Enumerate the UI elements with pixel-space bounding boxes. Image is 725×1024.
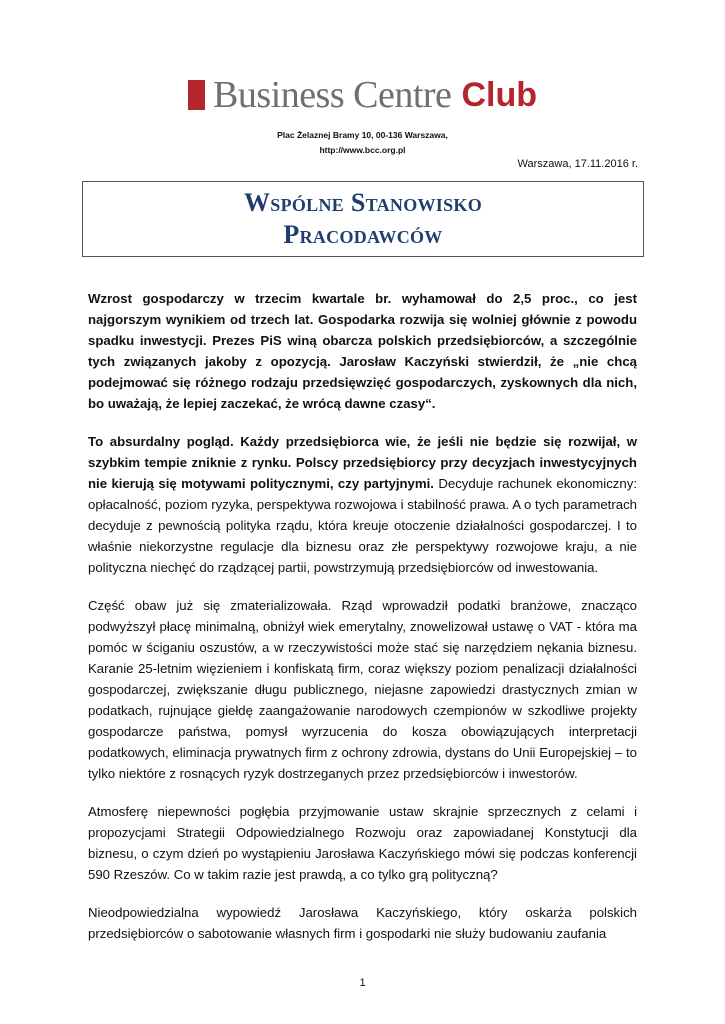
logo-business-centre-text: Business Centre [213,74,452,116]
paragraph-2 [88,431,637,578]
logo-club-text: Club [461,76,537,114]
paragraph-3: Część obaw już się zmaterializowała. Rząd wprowadził podatki branżowe, znacząco podwyższył płacę minimalną, obniżył wiek emerytalny, znowelizował ustawę o VAT - która ma pomóc w ściganiu oszustów, a w rzeczywistości może stać się narzędziem nękania biznesu. Karanie 25-letnim więzieniem i konfiskatą firm, coraz większy poziom penalizacji działalności gospodarczej, zwiększanie długu publicznego, niejasne zapowiedzi drastycznych zmian w podatkach, rujnujące giełdę zaangażowanie narodowych czempionów w szkodliwe projekty gospodarcze państwa, pomysł wyrzucenia do kosza obowiązujących interpretacji podatkowych, eliminacja prywatnych firm z ochrony zdrowia, dystans do Unii Europejskiej – to tylko niektóre z rosnących ryzyk dostrzeganych przez przedsiębiorców i inwestorów. [88,598,637,781]
paragraph-2-bold: To absurdalny pogląd. Każdy przedsiębiorca wie, że jeśli nie będzie się rozwijał, w szybkim tempie zniknie z rynku. Polscy przedsiębiorcy przy decyzjach inwestycyjnych nie kierują się motywami politycznymi, czy partyjnymi. [88,434,637,491]
logo-red-square-mark [188,80,205,110]
title-line-1: Wspólne Stanowisko [243,188,483,217]
paragraph-2-regular: Decyduje rachunek ekonomiczny: opłacalność, poziom ryzyka, perspektywa rozwojowa i stabilność prawa. A o tych parametrach decyduje z pewnością polityka rządu, która kreuje otoczenie działalności gospodarczej. I to właśnie niekorzystne regulacje dla biznesu oraz złe perspektywy rozwojowe kraju, a nie polityczna niechęć do rządzącej partii, powstrzymują przedsiębiorców od inwestowania. [88,476,637,575]
document-body [88,288,637,961]
paragraph-1: Wzrost gospodarczy w trzecim kwartale br. wyhamował do 2,5 proc., co jest najgorszym wynikiem od trzech lat. Gospodarka rozwija się wolniej głównie z powodu spadku inwestycji. Prezes PiS winą obarcza polskich przedsiębiorców, a szczególnie tych związanych jakoby z opozycją. Jarosław Kaczyński stwierdził, że „nie chcą podejmować się różnego rodzaju przedsięwzięć gospodarczych, zyskownych dla nich, bo uważają, że lepiej zaczekać, że wrócą dawne czasy“. [88,291,637,411]
address-line: Plac Żelaznej Bramy 10, 00-136 Warszawa, [277,130,448,140]
page-number: 1 [359,977,366,989]
paragraph-5: Nieodpowiedzialna wypowiedź Jarosława Kaczyńskiego, który oskarża polskich przedsiębiorców o sabotowanie własnych firm i gospodarki nie służy budowaniu zaufania [88,905,637,941]
paragraph-4: Atmosferę niepewności pogłębia przyjmowanie ustaw skrajnie sprzecznych z celami i propozycjami Strategii Odpowiedzialnego Rozwoju oraz zapowiadanej Konstytucji dla biznesu, o czym dzień po wystąpieniu Jarosława Kaczyńskiego mówi się podczas konferencji 590 Rzeszów. Co w takim razie jest prawdą, a co tylko grą polityczną? [88,804,637,882]
website-line: http://www.bcc.org.pl [319,145,406,155]
document-date: Warszawa, 17.11.2016 r. [517,158,638,170]
title-box [82,181,644,257]
bcc-logo [0,76,725,114]
title-line-2: Pracodawców [283,220,443,249]
